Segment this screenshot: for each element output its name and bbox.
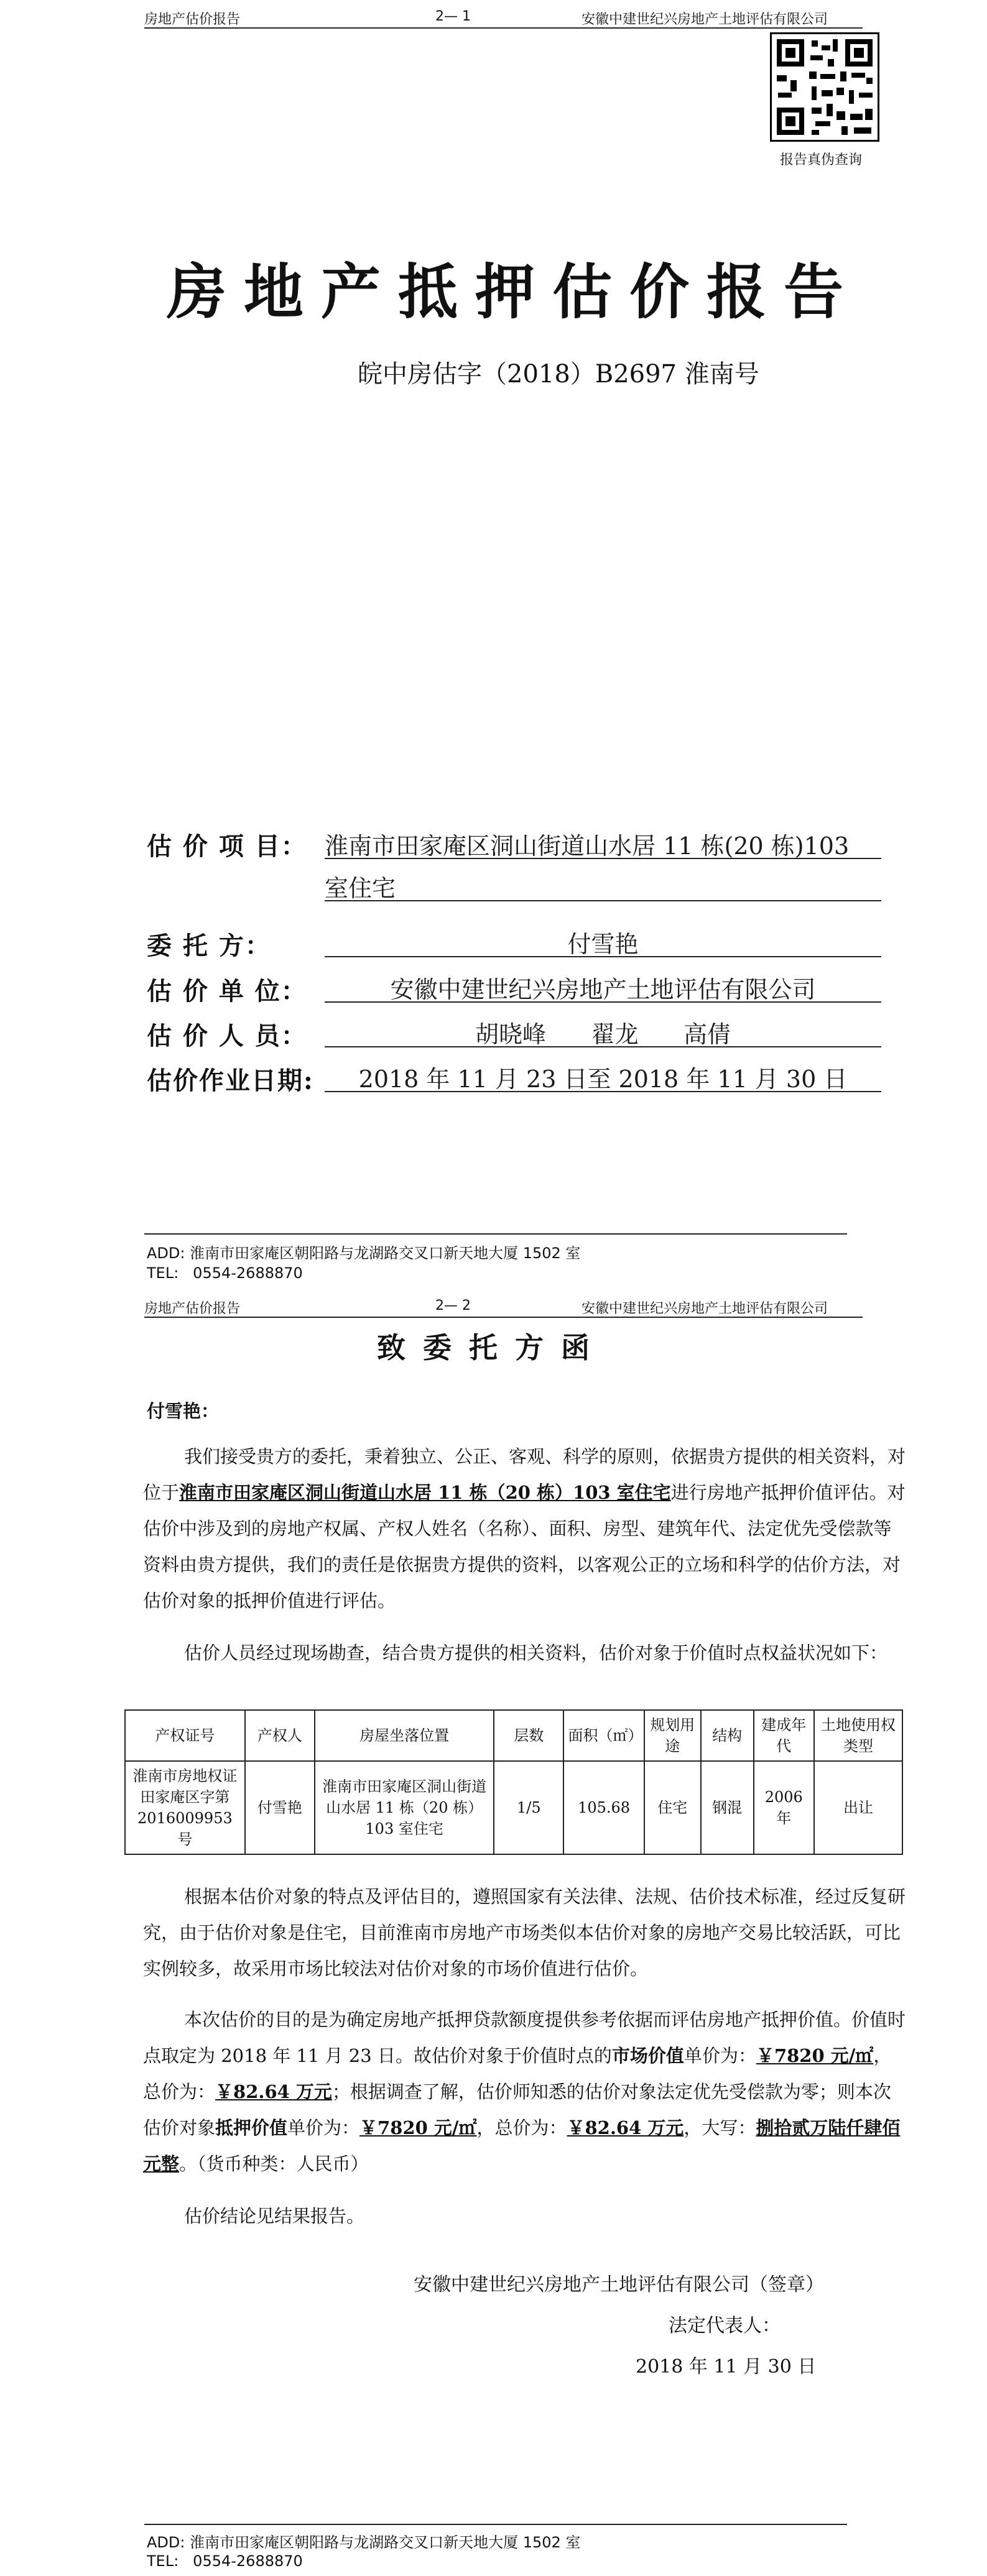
market-unit-price: ￥7820 元/㎡: [756, 2045, 874, 2066]
header-left: 房地产估价报告: [144, 12, 241, 27]
footer-address: ADD: 淮南市田家庵区朝阳路与龙湖路交叉口新天地大厦 1502 室: [147, 1244, 581, 1262]
paragraph-4-text: 本次估价的目的是为确定房地产抵押贷款额度提供参考依据而评估房地产抵押价值。价值时点取定为 2018 年 11 月 23 日。故估价对象于价值时点的: [143, 2009, 906, 2066]
paragraph-4: [143, 2002, 908, 2182]
property-address: 淮南市田家庵区洞山街道山水居 11 栋（20 栋）103 室住宅: [179, 1482, 671, 1503]
table-header-cell: 建成年代: [754, 1710, 814, 1761]
paragraph-4-text: ，大写：: [683, 2117, 756, 2138]
project-value-line2: 室住宅: [325, 875, 396, 902]
paragraph-4-text: 单价为：: [287, 2117, 360, 2138]
footer-rule: [144, 2524, 847, 2525]
paragraph-4-text: 。（货币种类：人民币）: [179, 2153, 369, 2174]
table-header-cell: 结构: [701, 1710, 754, 1761]
project-label: 估 价 项 目：: [147, 832, 307, 861]
table-header-cell: 土地使用权类型: [814, 1710, 902, 1761]
header-left: 房地产估价报告: [144, 1301, 241, 1317]
footer-address: ADD: 淮南市田家庵区朝阳路与龙湖路交叉口新天地大厦 1502 室: [147, 2534, 581, 2551]
header-page-number: 2— 2: [435, 1298, 471, 1313]
report-title: 房地产抵押估价报告: [167, 257, 861, 327]
table-header-cell: 规划用途: [644, 1710, 701, 1761]
paragraph-3: 根据本估价对象的特点及评估目的，遵照国家有关法律、法规、估价技术标准，经过反复研究，由于估价对象是住宅，目前淮南市房地产市场类似本估价对象的房地产交易比较活跃，可比实例较多，故采用市场比较法对估价对象的市场价值进行估价。: [143, 1886, 906, 1979]
table-cell: 2006 年: [754, 1761, 814, 1854]
mortgage-value-label: 抵押价值: [215, 2117, 288, 2138]
staff-underline: [325, 1046, 881, 1047]
amount-in-words: 捌拾贰万陆仟肆佰元整: [143, 2117, 901, 2174]
header-page-number: 2— 1: [435, 9, 471, 24]
client-underline: [325, 956, 881, 957]
paragraph-2: 估价人员经过现场勘查，结合贵方提供的相关资料，估价对象于价值时点权益状况如下：: [184, 1642, 888, 1663]
table-cell: 住宅: [644, 1761, 701, 1854]
signature-date: 2018 年 11 月 30 日: [636, 2356, 817, 2378]
header-rule: [144, 27, 863, 29]
date-underline: [325, 1091, 881, 1092]
table-cell: 淮南市田家庵区洞山街道山水居 11 栋（20 栋）103 室住宅: [315, 1761, 494, 1854]
staff-value: 胡晓峰 翟龙 高倩: [475, 1021, 731, 1048]
table-header-row: [125, 1710, 902, 1761]
market-total-price: ￥82.64 万元: [215, 2081, 332, 2102]
paragraph-4-text: ，总价为：: [476, 2117, 567, 2138]
table-cell: 出让: [814, 1761, 902, 1854]
table-header-cell: 产权证号: [125, 1710, 245, 1761]
table-header-cell: 产权人: [245, 1710, 315, 1761]
staff-label: 估 价 人 员：: [147, 1021, 307, 1051]
paragraph-1-text-a: 我们接受贵方的委托，秉着独立、公正、客观、科学的原则，依据贵方提供的相关资料，对位于: [143, 1446, 906, 1503]
unit-underline: [325, 1001, 881, 1003]
paragraph-5: 估价结论见结果报告。: [184, 2206, 365, 2227]
paragraph-1: [143, 1438, 908, 1619]
unit-value: 安徽中建世纪兴房地产土地评估有限公司: [390, 976, 816, 1003]
mortgage-total-price: ￥82.64 万元: [567, 2117, 684, 2138]
header-right: 安徽中建世纪兴房地产土地评估有限公司: [582, 1301, 828, 1317]
table-header-cell: 层数: [494, 1710, 563, 1761]
qr-caption: 报告真伪查询: [780, 152, 863, 168]
salutation: 付雪艳：: [147, 1401, 220, 1422]
mortgage-unit-price: ￥7820 元/㎡: [359, 2117, 477, 2138]
table-cell: 付雪艳: [245, 1761, 315, 1854]
table-cell: 淮南市房地权证田家庵区字第 2016009953 号: [125, 1761, 245, 1854]
client-label: 委 托 方：: [147, 931, 271, 960]
header-right: 安徽中建世纪兴房地产土地评估有限公司: [582, 12, 828, 27]
report-number: 皖中房估字（2018）B2697 淮南号: [358, 360, 759, 389]
unit-label: 估 价 单 位：: [147, 977, 307, 1006]
footer-telephone: TEL: 0554-2688870: [147, 1264, 303, 1282]
table-cell: 钢混: [701, 1761, 754, 1854]
paragraph-1-text-c: 进行房地产抵押价值评估。对估价中涉及到的房地产权属、产权人姓名（名称）、面积、房型、建筑年代、法定优先受偿款等资料由贵方提供，我们的责任是依据贵方提供的资料，以客观公正的立场和科学的估价方法，对估价对象的抵押价值进行评估。: [143, 1482, 906, 1611]
market-value-label: 市场价值: [611, 2045, 684, 2066]
paragraph-4-text: ，总价为：: [143, 2045, 892, 2102]
project-underline-2: [325, 900, 881, 901]
date-label: 估价作业日期:: [147, 1066, 314, 1095]
project-underline-1: [325, 858, 881, 859]
legal-representative-label: 法定代表人：: [669, 2315, 781, 2337]
table-header-cell: 面积（㎡）: [563, 1710, 644, 1761]
date-value: 2018 年 11 月 23 日至 2018 年 11 月 30 日: [358, 1065, 848, 1093]
project-value-line1: 淮南市田家庵区洞山街道山水居 11 栋(20 栋)103: [325, 832, 850, 860]
table-header-cell: 房屋坐落位置: [315, 1710, 494, 1761]
table-row: [125, 1761, 902, 1854]
property-table: [124, 1709, 903, 1855]
table-cell: 105.68: [563, 1761, 644, 1854]
table-cell: 1/5: [494, 1761, 563, 1854]
footer-rule: [144, 1233, 847, 1235]
paragraph-4-text: 单价为：: [683, 2045, 756, 2066]
header-rule: [144, 1317, 863, 1318]
qr-code-icon[interactable]: [770, 32, 879, 142]
letter-title: 致委托方函: [377, 1331, 607, 1364]
client-value: 付雪艳: [567, 931, 639, 958]
footer-telephone: TEL: 0554-2688870: [147, 2552, 303, 2570]
paragraph-4-text: ；根据调查了解，估价师知悉的估价对象法定优先受偿款为零；则本次估价对象: [143, 2081, 891, 2138]
signature-company: 安徽中建世纪兴房地产土地评估有限公司（签章）: [414, 2274, 824, 2296]
